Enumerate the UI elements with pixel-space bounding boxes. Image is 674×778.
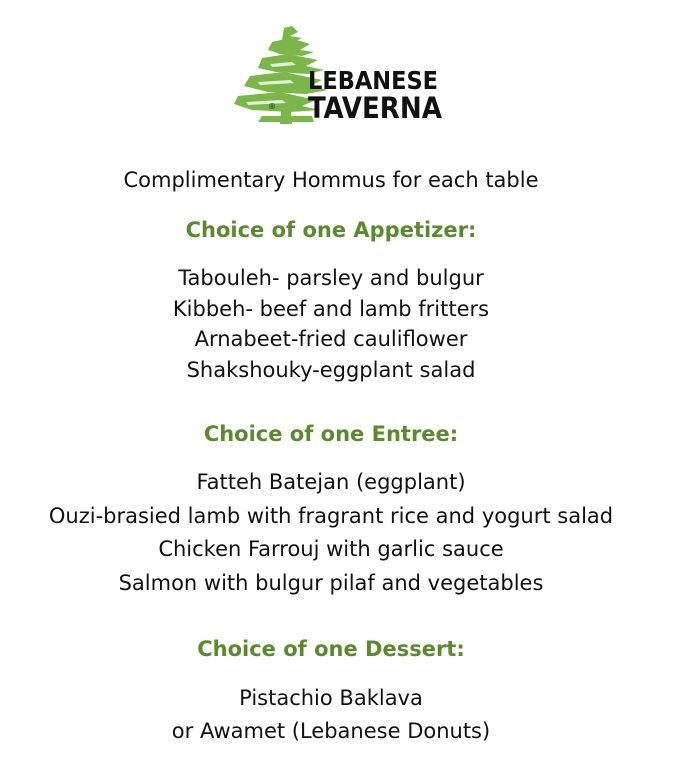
entree-item: Salmon with bulgur pilaf and vegetables (118, 571, 544, 595)
entree-item: Ouzi-brasied lamb with fragrant rice and yogurt salad (48, 504, 614, 528)
appetizer-item: Kibbeh- beef and lamb fritters (172, 297, 490, 321)
appetizer-item: Tabouleh- parsley and bulgur (178, 266, 484, 290)
appetizer-item: Arnabeet-fried cauliflower (194, 327, 468, 351)
restaurant-logo (232, 24, 442, 128)
dessert-item: or Awamet (Lebanese Donuts) (171, 719, 491, 743)
logo-wordmark-line1: LEBANESE (308, 66, 439, 95)
logo-wordmark-line2: TAVERNA (308, 91, 442, 125)
registered-mark: ® (268, 102, 276, 111)
entree-item: Fatteh Batejan (eggplant) (196, 470, 466, 494)
dessert-heading: Choice of one Dessert: (197, 637, 465, 661)
appetizer-item: Shakshouky-eggplant salad (186, 358, 476, 382)
entree-item: Chicken Farrouj with garlic sauce (158, 537, 504, 561)
entree-heading: Choice of one Entree: (203, 422, 459, 446)
intro-text: Complimentary Hommus for each table (123, 168, 539, 192)
dessert-item: Pistachio Baklava (239, 686, 423, 710)
appetizer-heading: Choice of one Appetizer: (185, 218, 477, 242)
